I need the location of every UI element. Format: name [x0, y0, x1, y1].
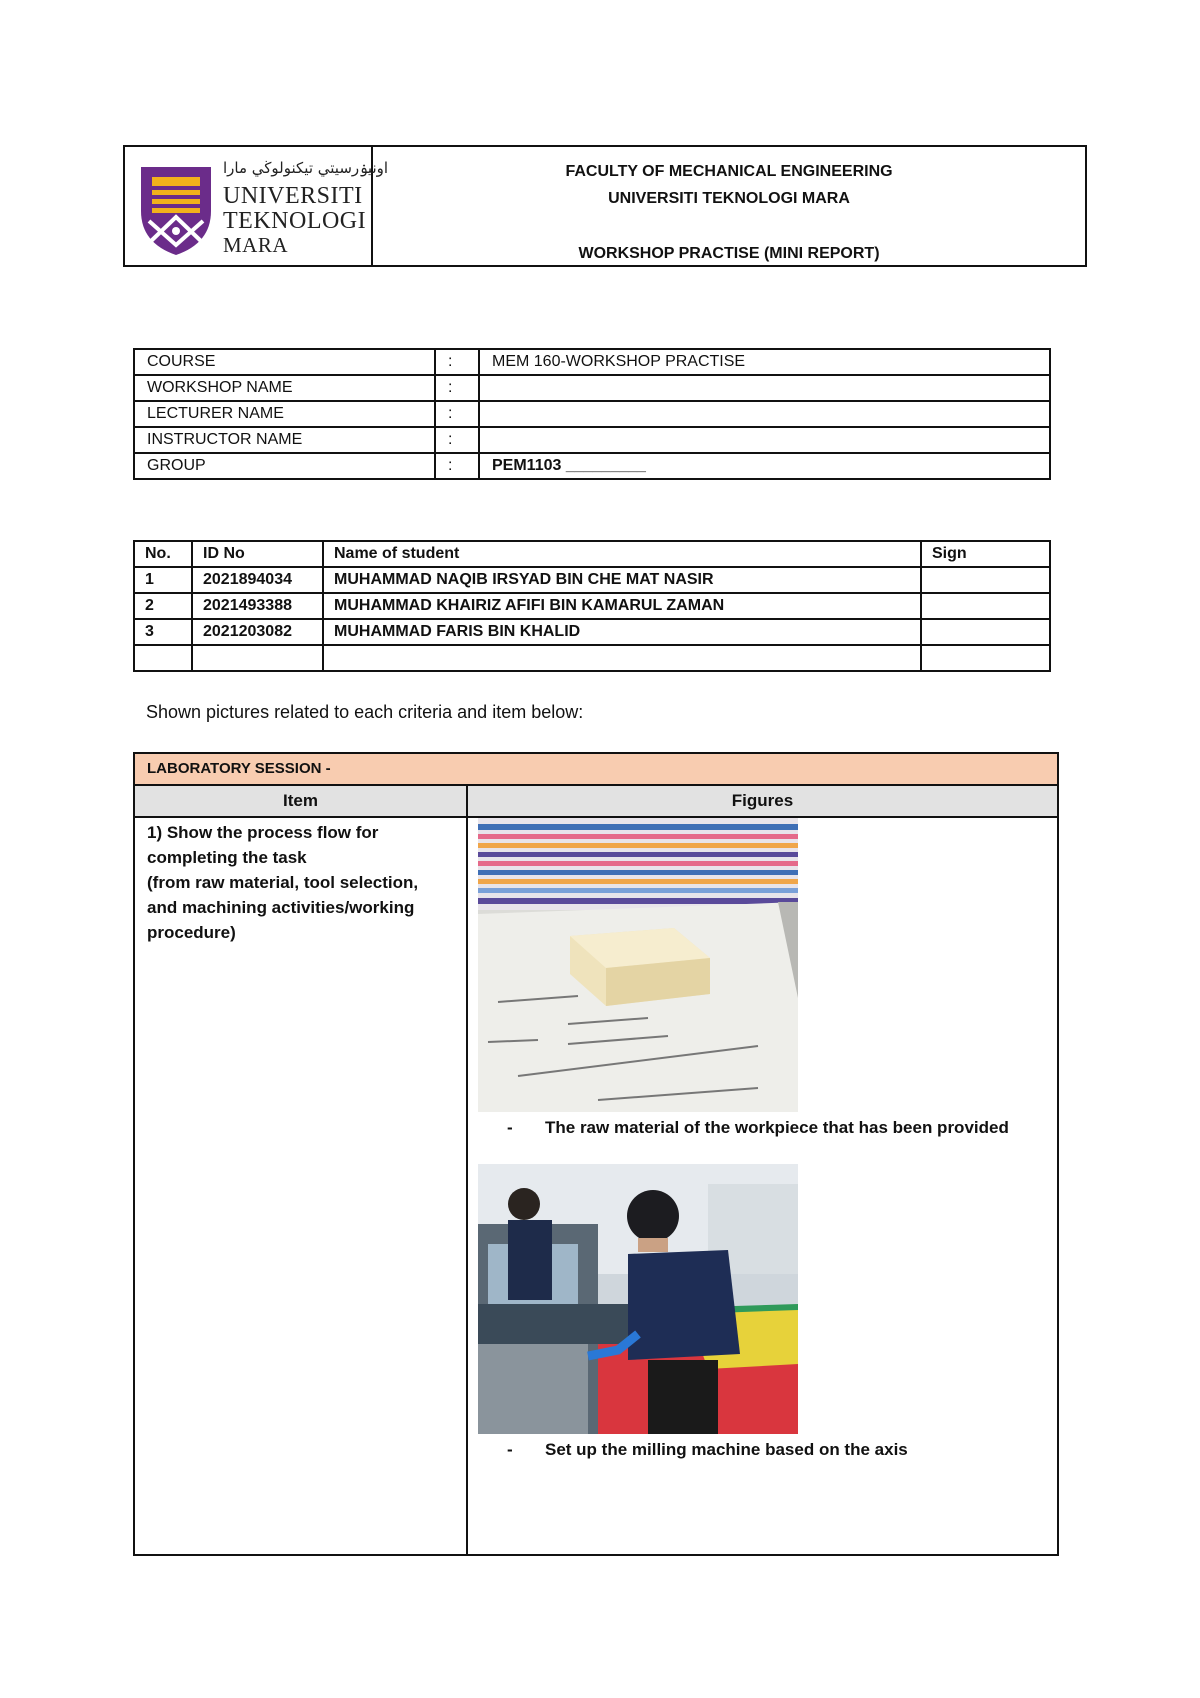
caption-bullet: -: [507, 1118, 513, 1137]
cell-id: [192, 645, 323, 671]
logo-line-3: MARA: [223, 233, 289, 257]
info-separator: :: [435, 453, 479, 479]
document-header: [123, 145, 1087, 267]
cell-no: 3: [134, 619, 192, 645]
info-label: WORKSHOP NAME: [134, 375, 435, 401]
info-separator: :: [435, 375, 479, 401]
col-sign: Sign: [921, 541, 1050, 567]
info-separator: :: [435, 401, 479, 427]
info-label: LECTURER NAME: [134, 401, 435, 427]
column-divider: [466, 786, 468, 1554]
col-name: Name of student: [323, 541, 921, 567]
cell-sign: [921, 567, 1050, 593]
cell-no: [134, 645, 192, 671]
info-value: PEM1103 _________: [479, 453, 1050, 479]
col-no: No.: [134, 541, 192, 567]
logo-jawi-text: اونيۏرسيتي تيكنولوڬي مارا: [223, 159, 389, 177]
info-label: COURSE: [134, 349, 435, 375]
cell-id: 2021203082: [192, 619, 323, 645]
report-title: WORKSHOP PRACTISE (MINI REPORT): [578, 245, 880, 262]
students-header-row: [134, 541, 1050, 567]
cell-name: [323, 645, 921, 671]
info-value: [479, 375, 1050, 401]
info-row-lecturer-name: [134, 401, 1050, 427]
cell-name: MUHAMMAD KHAIRIZ AFIFI BIN KAMARUL ZAMAN: [323, 593, 921, 619]
cell-name: MUHAMMAD NAQIB IRSYAD BIN CHE MAT NASIR: [323, 567, 921, 593]
info-label: INSTRUCTOR NAME: [134, 427, 435, 453]
cell-sign: [921, 593, 1050, 619]
logo-line-2: TEKNOLOGI: [223, 208, 367, 234]
col-id: ID No: [192, 541, 323, 567]
figure-caption-1: [507, 1118, 1009, 1138]
item-description: 1) Show the process flow for completing the task (from raw material, tool selection, and machining activities/working procedure): [147, 823, 419, 942]
info-row-course: [134, 349, 1050, 375]
info-value: [479, 401, 1050, 427]
lab-session-table: [133, 752, 1059, 1556]
faculty-name: FACULTY OF MECHANICAL ENGINEERING: [565, 163, 893, 180]
cell-sign: [921, 645, 1050, 671]
col-figures-header: Figures: [468, 786, 1057, 818]
logo-line-1: UNIVERSITI: [223, 183, 363, 209]
info-value: [479, 427, 1050, 453]
info-value: MEM 160-WORKSHOP PRACTISE: [479, 349, 1050, 375]
cell-no: 1: [134, 567, 192, 593]
info-row-workshop-name: [134, 375, 1050, 401]
raw-material-photo: [478, 818, 798, 1112]
logo-cell: [125, 147, 389, 265]
table-row: [134, 619, 1050, 645]
cell-name: MUHAMMAD FARIS BIN KHALID: [323, 619, 921, 645]
caption-bullet: -: [507, 1440, 513, 1459]
milling-machine-photo: [478, 1164, 798, 1434]
course-info-table: [133, 348, 1051, 480]
info-separator: :: [435, 427, 479, 453]
cell-id: 2021493388: [192, 593, 323, 619]
table-row: [134, 567, 1050, 593]
lab-session-label: LABORATORY SESSION -: [135, 754, 1057, 786]
university-name: UNIVERSITI TEKNOLOGI MARA: [608, 190, 850, 207]
col-item-header: Item: [135, 786, 466, 818]
caption-text: Set up the milling machine based on the axis: [545, 1440, 908, 1459]
table-row: [134, 593, 1050, 619]
info-row-instructor-name: [134, 427, 1050, 453]
cell-id: 2021894034: [192, 567, 323, 593]
cell-no: 2: [134, 593, 192, 619]
info-row-group: [134, 453, 1050, 479]
students-table: [133, 540, 1051, 672]
figure-caption-2: [507, 1440, 908, 1460]
cell-sign: [921, 619, 1050, 645]
info-separator: :: [435, 349, 479, 375]
info-label: GROUP: [134, 453, 435, 479]
header-title-cell: [373, 147, 1085, 265]
caption-text: The raw material of the workpiece that has been provided: [545, 1118, 1009, 1137]
instruction-text: Shown pictures related to each criteria and item below:: [146, 702, 584, 722]
table-row: [134, 645, 1050, 671]
